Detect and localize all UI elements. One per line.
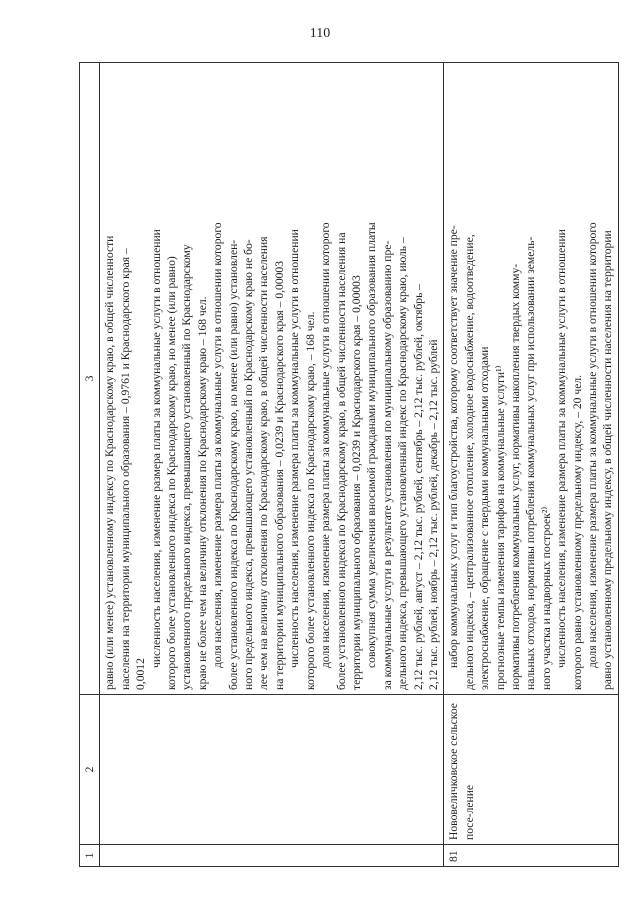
text-line: которого равно установленному предельному индексу, – 20 чел. (570, 374, 584, 690)
header-col-3: 3 (80, 63, 100, 695)
header-col-1: 1 (80, 845, 100, 867)
text-line: территории муниципального образования – 0,0239 и Краснодарского края – 0,00003 (349, 275, 363, 690)
text-line: населения на территории муниципального образования – 0,9761 и Краснодарского края – (118, 248, 132, 690)
text-line: электроснабжение, обращение с твердыми коммунальными отходами (478, 346, 492, 690)
text-line: численность населения, изменение размера платы за коммунальные услуги в отношении (288, 229, 302, 668)
text-line: 0,0012 (134, 658, 148, 690)
text-line: доля населения, изменение размера платы за коммунальные услуги в отношении которого (211, 222, 225, 668)
text-line: равно (или менее) установленному индексу по Краснодарскому краю, в общей численности (103, 235, 117, 690)
row-content-cell (100, 63, 444, 695)
text-line: дельного индекса, – централизованное отопление, холодное водоснабжение, водоотведение, (462, 234, 476, 690)
text-line: нормативы потребления коммунальных услуг, нормативы накопления твердых комму- (508, 263, 522, 690)
text-line: дельного индекса, превышающего установленный индекс по Краснодарскому краю, июль – (396, 237, 410, 690)
text-line: более установленного индекса по Краснодарскому краю, но менее (или равно) установлен- (226, 239, 240, 690)
row-name-cell: Нововеличковское сельское посе-ление (444, 695, 618, 845)
text-line: равно установленному предельному индексу, в общей численности населения на территории (601, 230, 615, 690)
page-number: 110 (309, 26, 331, 41)
header-col-2: 2 (80, 695, 100, 845)
table-row-81 (444, 63, 618, 867)
table-container (79, 62, 615, 867)
rotated-table (79, 62, 615, 867)
text-line: ного участка и надворных построек²⁾ (539, 506, 553, 690)
text-line: более установленного индекса по Краснодарскому краю, в общей численности населения на (334, 232, 348, 690)
row-name-cell (100, 695, 444, 845)
text-line: краю не более чем на величину отклонения по Краснодарскому краю – 168 чел. (195, 296, 209, 690)
text-line: ного предельного индекса, превышающего установленный по Краснодарскому краю не бо- (242, 239, 256, 690)
table-row-continuation (100, 63, 444, 867)
data-table (79, 62, 619, 867)
text-line: численность населения, изменение размера платы за коммунальные услуги в отношении (149, 229, 163, 668)
row-number-cell: 81 (444, 845, 618, 867)
text-line: совокупная сумма увеличения вносимой гражданами муниципального образования платы (365, 222, 379, 668)
text-line: 2,12 тыс. рублей, август – 2,12 тыс. рублей, сентябрь – 2,12 тыс. рублей, октябрь – (411, 283, 425, 690)
text-line: прогнозные темпы изменения тарифов на коммунальные услуги¹⁾ (493, 365, 507, 690)
text-line: численность населения, изменение размера платы за коммунальные услуги в отношении (555, 229, 569, 668)
table-header-row (80, 63, 100, 867)
text-line: которого более установленного индекса по Краснодарскому краю, – 168 чел. (303, 311, 317, 690)
text-line: доля населения, изменение размера платы за коммунальные услуги в отношении которого (586, 222, 599, 668)
text-line: набор коммунальных услуг и тип благоустройства, которому соответствует значение пре- (447, 225, 461, 668)
row-content-cell (444, 63, 618, 695)
text-line: доля населения, изменение размера платы за коммунальные услуги в отношении которого (319, 222, 333, 668)
text-line: за коммунальные услуги в результате установления по муниципальному образованию пре- (380, 240, 394, 690)
row-number-cell (100, 845, 444, 867)
text-line: установленного предельного индекса, превышающего установленный по Краснодарскому (180, 244, 194, 690)
text-line: которого более установленного индекса по Краснодарскому краю, но менее (или равно) (165, 256, 179, 690)
text-line: лее чем на величину отклонения по Краснодарскому краю, в общей численности населения (257, 236, 271, 690)
text-line: на территории муниципального образования – 0,0239 и Краснодарского края – 0,00003 (272, 260, 286, 690)
text-line: нальных отходов, нормативы потребления коммунальных услуг при использовании земель- (524, 236, 538, 690)
text-line: 2,12 тыс. рублей, ноябрь – 2,12 тыс. рублей, декабрь – 2,12 тыс. рублей (426, 339, 440, 690)
